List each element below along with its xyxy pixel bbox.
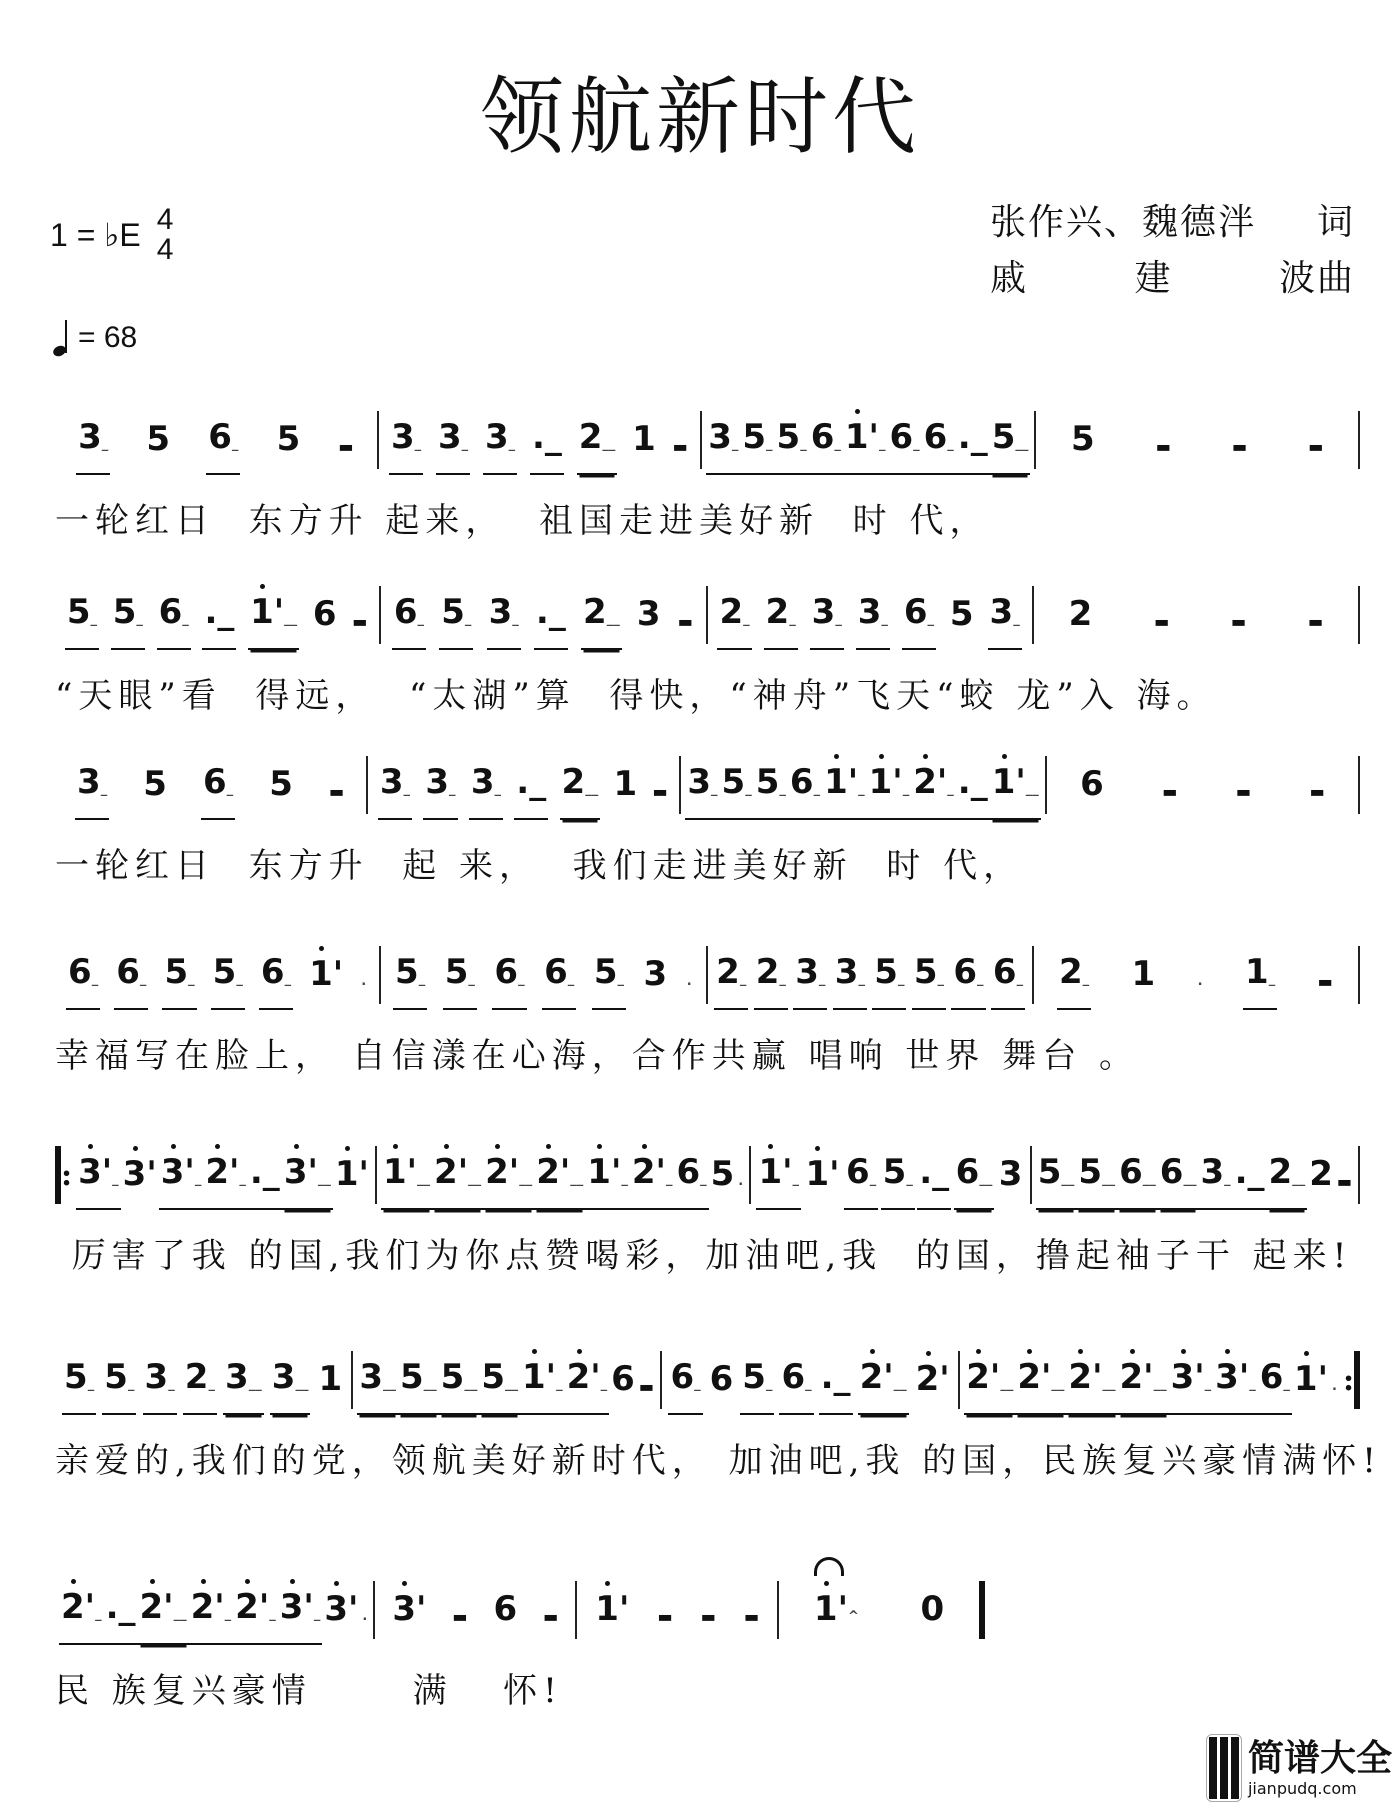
note: 2'__ (138, 1585, 189, 1645)
barline (1358, 586, 1360, 644)
note: 2'_ (630, 1150, 675, 1210)
composer-part: 戚 (990, 258, 1029, 299)
note: 3 (998, 1154, 1023, 1194)
note: 1'_ (520, 1355, 565, 1415)
lyricist-line (990, 195, 1355, 251)
note: ▬ (638, 1377, 654, 1396)
time-top: 4 (156, 203, 174, 236)
note: 5_ (62, 1355, 96, 1415)
note: ▬ (1231, 612, 1247, 631)
note: ▬ (328, 782, 345, 801)
dot: ._ (1233, 1150, 1267, 1210)
barline (1358, 411, 1360, 469)
composer-line (990, 251, 1355, 307)
note: 1' (307, 952, 345, 1010)
note: 2' (914, 1357, 952, 1415)
note: ▬ (657, 1607, 673, 1626)
note: 3_ (1198, 1150, 1232, 1210)
note: 3_ (75, 760, 109, 820)
lyricist-label: 词 (1316, 202, 1355, 243)
score-system (55, 1575, 985, 1712)
note: 2'_ (189, 1585, 234, 1645)
note: 2_ (764, 590, 798, 650)
note: 2'__ (964, 1355, 1015, 1415)
note: 2'_ (565, 1355, 610, 1415)
measure (72, 1140, 375, 1210)
lyrics-line: 亲爱的,我们的党，领航美好新时代， 加油吧,我 的国，民族复兴豪情满怀! (55, 1441, 1382, 1481)
composer-part: 建 (1134, 258, 1173, 299)
dot: . (361, 974, 367, 989)
note: 5 (269, 764, 293, 804)
note: 6_ (157, 590, 191, 650)
note: 3_ (706, 415, 740, 475)
note: 5 (710, 1154, 735, 1194)
note: 2_ (714, 950, 748, 1010)
note: ▬ (1307, 612, 1324, 631)
measure (702, 405, 1034, 475)
note: 6_ (809, 415, 843, 475)
note: 6_ (259, 950, 293, 1010)
score-system (55, 405, 1360, 542)
note: ▬ (338, 437, 354, 456)
note: ▬ (1154, 612, 1170, 631)
lyrics-line: “天眼”看 得远， “太湖”算 得快，“神舟”飞天“蛟 龙”入 海。 (55, 676, 1217, 716)
song-title: 领航新时代 (479, 68, 920, 166)
note: 5__ (439, 1355, 480, 1415)
quarter-note-icon (52, 318, 74, 358)
note: 2'__ (432, 1150, 483, 1210)
note: 6__ (1158, 1150, 1199, 1210)
measure (751, 1140, 1030, 1210)
note: 5_ (162, 950, 196, 1010)
notation-line (55, 1345, 1360, 1415)
note: 1' (803, 1152, 841, 1210)
note: 6_ (206, 415, 240, 475)
note: 3_ (856, 590, 890, 650)
notation-line (55, 750, 1360, 820)
note: 1' (333, 1152, 371, 1210)
measure (1036, 405, 1358, 475)
lyrics-line: 一轮红日 东方升 起来， 祖国走进美好新 时 代， (55, 501, 990, 541)
measure (55, 580, 379, 650)
note: 2__ (560, 760, 601, 820)
note: 6_ (1258, 1355, 1292, 1415)
note: 5_ (740, 1355, 774, 1415)
lyrics-line: 厉害了我 的国,我们为你点赞喝彩，加油吧,我 的国，撸起袖子干 起来! (55, 1236, 1353, 1276)
note: 2'_ (59, 1585, 104, 1645)
repeat-dots: : (1342, 1362, 1355, 1398)
note: 3'_ (159, 1150, 204, 1210)
note: 1_ (1243, 950, 1277, 1010)
note: 3_ (793, 950, 827, 1010)
measure (55, 940, 379, 1010)
barline (1358, 1146, 1360, 1204)
notation-line (55, 940, 1360, 1010)
note: 1 (613, 764, 638, 804)
note: ▬ (652, 782, 668, 801)
barline (1358, 946, 1360, 1004)
measure (708, 940, 1032, 1010)
note: 3_ (469, 760, 503, 820)
note: 5__ (1036, 1150, 1077, 1210)
note: 5 (146, 419, 171, 459)
measure (381, 580, 705, 650)
measure (55, 750, 366, 820)
note: 2 (1068, 594, 1093, 634)
measure (1034, 580, 1358, 650)
measure (681, 750, 1044, 820)
note: 6_ (779, 1355, 813, 1415)
dot: . (1197, 974, 1203, 989)
piano-keys-icon (1206, 1734, 1242, 1802)
note: 6_ (668, 1355, 702, 1415)
note: 3_ (833, 950, 867, 1010)
note: 3_ (378, 760, 412, 820)
note: 6__ (1117, 1150, 1158, 1210)
notation-line (55, 580, 1360, 650)
note: 3' (390, 1587, 428, 1645)
note: ▬ (1317, 972, 1333, 991)
dot: ._ (514, 760, 548, 820)
score-system (55, 580, 1360, 717)
note: 1 (1131, 954, 1156, 994)
measure (577, 1575, 777, 1645)
dot: ._ (956, 415, 990, 475)
dot: ._ (104, 1585, 138, 1645)
notation-line (55, 1575, 985, 1645)
measure (55, 1345, 351, 1415)
final-barline (979, 1581, 985, 1639)
note: 6_ (902, 590, 936, 650)
credits (990, 195, 1355, 307)
note: 5_ (102, 1355, 136, 1415)
measure (381, 940, 705, 1010)
note: ▬ (1155, 437, 1171, 456)
note: 2 (1309, 1154, 1333, 1194)
note: 2_ (717, 590, 751, 650)
note: 3'__ (282, 1150, 333, 1210)
dot: . (1331, 1379, 1337, 1394)
note: 1 (318, 1359, 343, 1399)
measure (368, 750, 679, 820)
note: 6 (611, 1359, 635, 1399)
note: 1'__ (990, 760, 1041, 820)
note: 5_ (912, 950, 946, 1010)
score-system (55, 1345, 1382, 1482)
note: 1' (593, 1587, 631, 1645)
note: 6_ (201, 760, 235, 820)
lyrics-line: 幸福写在脸上， 自信漾在心海，合作共赢 唱响 世界 舞台 。 (55, 1036, 1140, 1076)
note: 1'_ (585, 1150, 630, 1210)
note: 1'__ (381, 1150, 432, 1210)
note: 3' (322, 1587, 360, 1645)
note: 5 (949, 594, 974, 634)
note: 5__ (479, 1355, 520, 1415)
measure (55, 405, 377, 475)
note: 3_ (143, 1355, 177, 1415)
measure (353, 1345, 660, 1415)
note: 5 (276, 419, 301, 459)
note: 6_ (887, 415, 921, 475)
watermark-name: 简谱大全 (1247, 1737, 1392, 1779)
note: ▬ (677, 612, 693, 631)
dot: . (686, 974, 692, 989)
note: 5__ (1076, 1150, 1117, 1210)
note: 6_ (114, 950, 148, 1010)
measure (960, 1345, 1343, 1415)
note: 3_ (988, 590, 1022, 650)
note: 2_ (1057, 950, 1091, 1010)
note: 5_ (211, 950, 245, 1010)
note: 6 (493, 1589, 518, 1629)
note: 3'_ (278, 1585, 323, 1645)
note: 6_ (392, 590, 426, 650)
note: 6 (312, 594, 337, 634)
note: ▬ (1309, 782, 1325, 801)
note: 2'_ (911, 760, 956, 820)
note: ▬ (1308, 437, 1324, 456)
note: 5_ (872, 950, 906, 1010)
dot: ._ (202, 590, 236, 650)
note: 2'__ (1118, 1355, 1169, 1415)
note: 5__ (990, 415, 1031, 475)
time-signature (157, 205, 174, 265)
note: 6_ (922, 415, 956, 475)
note: 3_ (76, 415, 110, 475)
note: 5_ (592, 950, 626, 1010)
lyrics-line: 民 族复兴豪情 满 怀! (55, 1671, 563, 1711)
note: 6 (709, 1359, 734, 1399)
measure (1034, 940, 1358, 1010)
watermark-site: jianpudq.com (1247, 1778, 1357, 1798)
note: 3__ (270, 1355, 311, 1415)
note: 1'_ (822, 760, 867, 820)
note: 1'_ (843, 415, 888, 475)
note: 2_ (754, 950, 788, 1010)
dot: ._ (530, 415, 564, 475)
measure (662, 1345, 958, 1415)
note: 3_ (423, 760, 457, 820)
measure (55, 1575, 373, 1645)
key-tonic: 1 = ♭E (50, 217, 141, 253)
barline (1358, 756, 1360, 814)
time-bottom: 4 (156, 233, 174, 266)
note: 3_ (389, 415, 423, 475)
note: 2__ (581, 590, 622, 650)
measure (1047, 750, 1358, 820)
note: 5_ (754, 760, 788, 820)
note: 5 (1070, 419, 1095, 459)
note: 2'__ (534, 1150, 585, 1210)
note: ▬ (672, 437, 688, 456)
note: 2'_ (233, 1585, 278, 1645)
dot: . (362, 1609, 368, 1624)
watermark-logo (1206, 1734, 1392, 1802)
tempo-marking (52, 318, 137, 358)
lyrics-line: 一轮红日 东方升 起 来， 我们走进美好新 时 代， (55, 846, 1024, 886)
note: 2__ (577, 415, 618, 475)
note: 1 (632, 419, 656, 459)
barline (1354, 1351, 1360, 1409)
note: 3_ (810, 590, 844, 650)
dot: ._ (534, 590, 568, 650)
note: 3'_ (1169, 1355, 1214, 1415)
repeat-dots: : (61, 1157, 73, 1193)
composer-part: 波曲 (1278, 258, 1355, 299)
note: 6_ (951, 950, 985, 1010)
note: 6_ (66, 950, 100, 1010)
note: 6_ (674, 1150, 708, 1210)
note: 6_ (991, 950, 1025, 1010)
note: 6_ (844, 1150, 878, 1210)
score-system (55, 940, 1360, 1077)
note: 1'_ (756, 1150, 801, 1210)
note: 3__ (223, 1355, 264, 1415)
score-system (55, 750, 1360, 887)
note: ▬ (1235, 782, 1252, 801)
note: ▬ (1232, 437, 1248, 456)
note: 6_ (542, 950, 576, 1010)
score-system (55, 1140, 1360, 1277)
note: 3 (643, 954, 668, 994)
note: 2__ (1267, 1150, 1308, 1210)
notation-line (55, 1140, 1360, 1210)
note: 3' (121, 1152, 159, 1210)
note: 2'__ (1015, 1355, 1066, 1415)
note: 0 (920, 1589, 945, 1629)
measure (779, 1575, 979, 1645)
note: 2'_ (203, 1150, 248, 1210)
key-signature (50, 205, 173, 265)
note: 3__ (357, 1355, 398, 1415)
note: 1'^ (812, 1587, 861, 1645)
note: 5_ (443, 950, 477, 1010)
measure (1032, 1140, 1358, 1210)
note: 6 (1080, 764, 1104, 804)
notation-line (55, 405, 1360, 475)
dot: . (738, 1174, 744, 1189)
note: ▬ (1336, 1172, 1352, 1191)
tempo-value: = 68 (78, 321, 138, 354)
note: 5 (143, 764, 167, 804)
note: 3_ (685, 760, 719, 820)
lyricists: 张作兴、魏德泮 (990, 202, 1257, 243)
note: 5_ (740, 415, 774, 475)
note: 3'_ (76, 1150, 121, 1210)
note: ▬ (1162, 782, 1178, 801)
note: 3_ (483, 415, 517, 475)
note: ▬ (543, 1607, 559, 1626)
dot: ._ (819, 1355, 853, 1415)
note: 5_ (775, 415, 809, 475)
dot: ._ (248, 1150, 282, 1210)
note: 1'_ (867, 760, 912, 820)
note: 6__ (954, 1150, 995, 1210)
note: ▬ (352, 612, 368, 631)
note: 5_ (65, 590, 99, 650)
note: 2'__ (483, 1150, 534, 1210)
note: ▬ (700, 1607, 716, 1626)
note: 5_ (881, 1150, 915, 1210)
note: 1' (1292, 1357, 1330, 1415)
note: 5_ (393, 950, 427, 1010)
note: 3_ (436, 415, 470, 475)
note: ▬ (452, 1607, 468, 1626)
note: 5__ (398, 1355, 439, 1415)
note: ▬ (743, 1607, 760, 1626)
note: 3'_ (1213, 1355, 1258, 1415)
measure (379, 405, 701, 475)
note: 3 (636, 594, 661, 634)
note: 3_ (487, 590, 521, 650)
note: 5_ (720, 760, 754, 820)
note: 2'__ (858, 1355, 909, 1415)
note: 2'__ (1066, 1355, 1117, 1415)
note: 6_ (492, 950, 526, 1010)
note: 1'__ (248, 590, 299, 650)
dot: ._ (956, 760, 990, 820)
note: 5_ (111, 590, 145, 650)
measure (375, 1575, 575, 1645)
note: 5_ (439, 590, 473, 650)
dot: ._ (917, 1150, 951, 1210)
measure (377, 1140, 749, 1210)
measure (708, 580, 1032, 650)
note: 2_ (183, 1355, 217, 1415)
note: 6_ (788, 760, 822, 820)
